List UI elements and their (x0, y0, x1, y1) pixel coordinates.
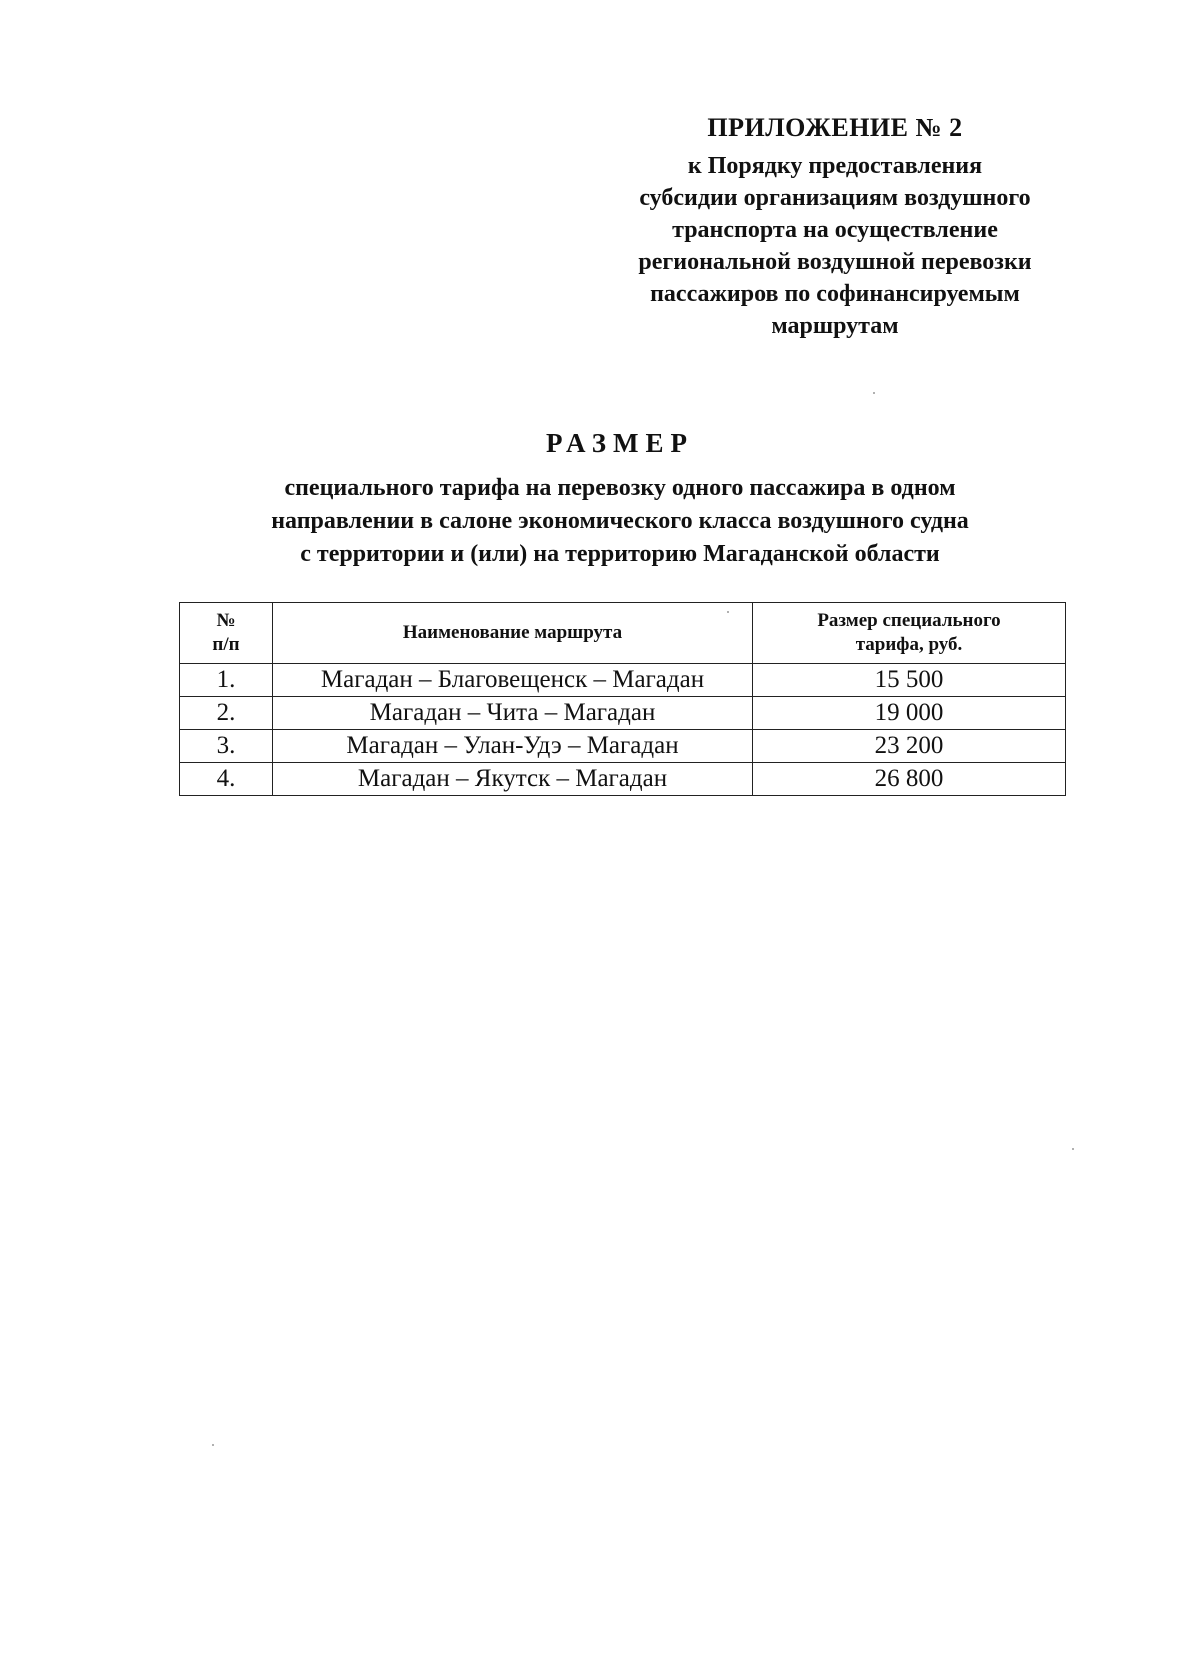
scan-speck (727, 611, 729, 613)
appendix-header (590, 112, 1080, 342)
header-number (180, 603, 273, 664)
header-tariff (753, 603, 1066, 664)
subtitle-line: направлении в салоне экономического класса воздушного судна (271, 508, 969, 534)
header-tariff-line: Размер специального (817, 610, 1001, 631)
cell-route: Магадан – Якутск – Магадан (273, 763, 753, 796)
cell-tariff: 19 000 (753, 697, 1066, 730)
cell-number: 3. (180, 730, 273, 763)
document-title: РАЗМЕР (545, 428, 695, 458)
cell-number: 1. (180, 664, 273, 697)
cell-route: Магадан – Чита – Магадан (273, 697, 753, 730)
table-row (180, 763, 1066, 796)
appendix-line: региональной воздушной перевозки (638, 249, 1032, 275)
table-row (180, 730, 1066, 763)
scan-speck (873, 392, 875, 394)
appendix-title: ПРИЛОЖЕНИЕ № 2 (707, 113, 963, 142)
appendix-line: к Порядку предоставления (687, 153, 983, 179)
header-number-line: п/п (212, 634, 240, 655)
header-tariff-line: тарифа, руб. (855, 634, 963, 655)
scan-speck (1072, 1148, 1074, 1150)
cell-tariff: 15 500 (753, 664, 1066, 697)
appendix-line: маршрутам (771, 313, 899, 339)
header-number-line: № (216, 610, 236, 631)
table-row (180, 664, 1066, 697)
cell-tariff: 23 200 (753, 730, 1066, 763)
document-subtitle (100, 472, 1140, 571)
appendix-line: транспорта на осуществление (672, 217, 998, 243)
table-row (180, 697, 1066, 730)
tariff-table (179, 602, 1066, 796)
cell-route: Магадан – Благовещенск – Магадан (273, 664, 753, 697)
appendix-line: пассажиров по софинансируемым (650, 281, 1020, 307)
cell-tariff: 26 800 (753, 763, 1066, 796)
subtitle-line: с территории и (или) на территорию Магаданской области (300, 541, 940, 567)
cell-number: 2. (180, 697, 273, 730)
appendix-line: субсидии организациям воздушного (639, 185, 1031, 211)
subtitle-line: специального тарифа на перевозку одного пассажира в одном (284, 475, 956, 501)
cell-route: Магадан – Улан-Удэ – Магадан (273, 730, 753, 763)
cell-number: 4. (180, 763, 273, 796)
scan-speck (212, 1444, 214, 1446)
table-header-row (180, 603, 1066, 664)
header-route: Наименование маршрута (273, 603, 753, 664)
